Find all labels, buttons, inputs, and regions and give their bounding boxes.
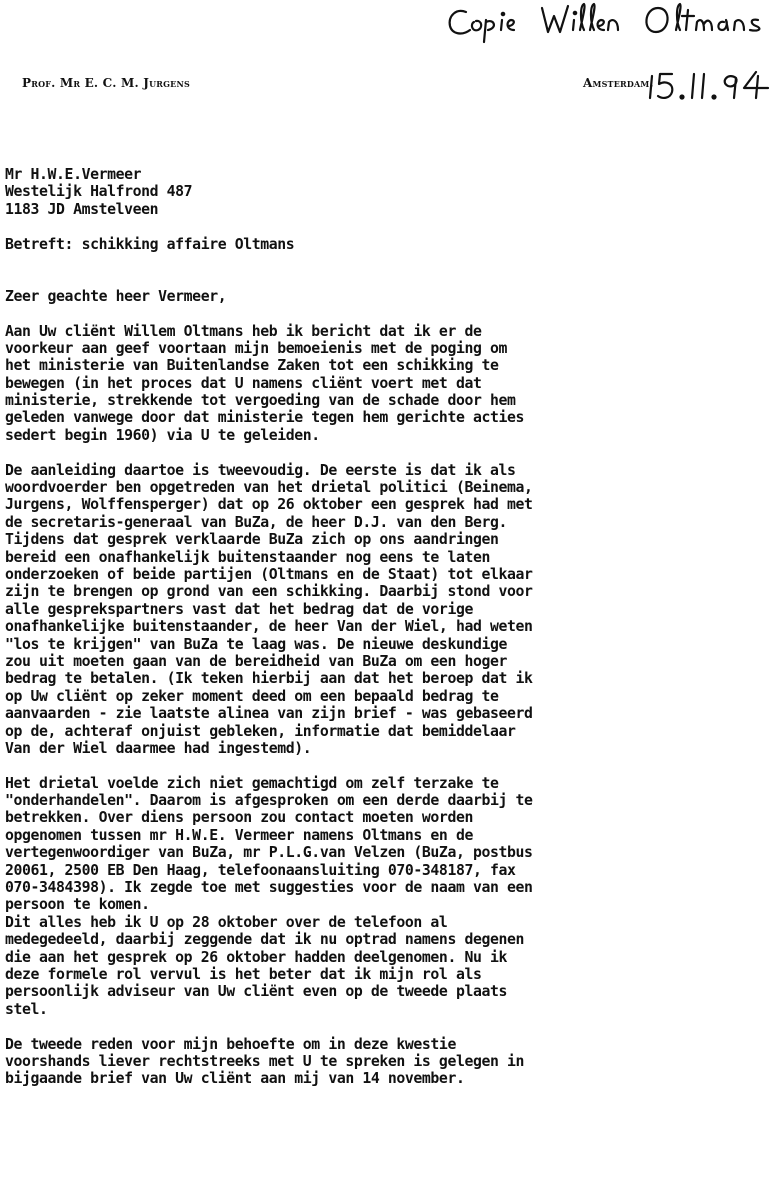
text-line: ministerie, strekkende tot vergoeding van de schade door hem: [5, 392, 516, 410]
text-line: op Uw cliënt op zeker moment deed om een bepaald bedrag te: [5, 687, 499, 705]
text-line: op de, achteraf onjuist gebleken, informatie dat bemiddelaar: [5, 722, 516, 740]
handwritten-date: [644, 68, 772, 102]
sender-name: Prof. Mr E. C. M. Jurgens: [22, 76, 190, 90]
text-line: deze formele rol vervul is het beter dat ik mijn rol als: [5, 965, 482, 983]
place-label: Amsterdam,: [583, 76, 654, 90]
subject-line: Betreft: schikking affaire Oltmans: [5, 235, 295, 253]
text-line: voorshands liever rechtstreeks met U te spreken is gelegen in: [5, 1052, 525, 1070]
text-line: De tweede reden voor mijn behoefte om in deze kwestie: [5, 1035, 456, 1053]
text-line: Aan Uw cliënt Willem Oltmans heb ik bericht dat ik er de: [5, 322, 482, 340]
paragraph-1: [5, 323, 773, 445]
text-line: vertegenwoordiger van BuZa, mr P.L.G.van Velzen (BuZa, postbus: [5, 844, 533, 862]
text-line: 070-3484398). Ik zegde toe met suggesties voor de naam van een: [5, 879, 533, 897]
text-line: De aanleiding daartoe is tweevoudig. De eerste is dat ik als: [5, 461, 516, 479]
text-line: onafhankelijke buitenstaander, de heer Van der Wiel, had weten: [5, 618, 533, 636]
letter-body: [5, 166, 773, 1088]
text-line: Tijdens dat gesprek verklaarde BuZa zich op ons aandringen: [5, 531, 499, 549]
text-line: die aan het gesprek op 26 oktober hadden deelgenomen. Nu ik: [5, 948, 508, 966]
text-line: geleden vanwege door dat ministerie tegen hem gerichte acties: [5, 409, 525, 427]
text-line: bewegen (in het proces dat U namens cliënt voert met dat: [5, 374, 482, 392]
text-line: zijn te brengen op grond van een schikking. Daarbij stond voor: [5, 583, 533, 601]
text-line: alle gesprekspartners vast dat het bedrag dat de vorige: [5, 600, 473, 618]
paragraph-3: [5, 775, 773, 1018]
text-line: betrekken. Over diens persoon zou contact moeten worden: [5, 809, 473, 827]
text-line: woordvoerder ben opgetreden van het drietal politici (Beinema,: [5, 479, 533, 497]
text-line: bereid een onafhankelijk buitenstaander nog eens te laten: [5, 548, 490, 566]
text-line: 20061, 2500 EB Den Haag, telefoonaansluiting 070-348187, fax: [5, 861, 516, 879]
addressee-name: Mr H.W.E.Vermeer: [5, 166, 142, 183]
salutation: Zeer geachte heer Vermeer,: [5, 287, 227, 305]
paragraph-4: [5, 1036, 773, 1088]
text-line: Het drietal voelde zich niet gemachtigd om zelf terzake te: [5, 774, 499, 792]
handwritten-copy-note: [446, 0, 777, 44]
text-line: bedrag te betalen. (Ik teken hierbij aan dat het beroep dat ik: [5, 670, 533, 688]
text-line: aanvaarden - zie laatste alinea van zijn brief - was gebaseerd: [5, 705, 533, 723]
text-line: persoonlijk adviseur van Uw cliënt even op de tweede plaats: [5, 983, 508, 1001]
text-line: sedert begin 1960) via U te geleiden.: [5, 426, 320, 444]
text-line: onderzoeken of beide partijen (Oltmans en de Staat) tot elkaar: [5, 565, 533, 583]
text-line: Dit alles heb ik U op 28 oktober over de telefoon al: [5, 913, 448, 931]
paragraph-2: [5, 462, 773, 758]
addressee-street: Westelijk Halfrond 487: [5, 183, 193, 201]
text-line: de secretaris-generaal van BuZa, de heer D.J. van den Berg.: [5, 513, 508, 531]
text-line: Van der Wiel daarmee had ingestemd).: [5, 739, 312, 757]
text-line: voorkeur aan geef voortaan mijn bemoeienis met de poging om: [5, 339, 508, 357]
text-line: medegedeeld, daarbij zeggende dat ik nu optrad namens degenen: [5, 931, 525, 949]
text-line: stel.: [5, 1000, 48, 1018]
text-line: "los te krijgen" van BuZa te laag was. De nieuwe deskundige: [5, 635, 508, 653]
text-line: bijgaande brief van Uw cliënt aan mij van 14 november.: [5, 1070, 465, 1088]
text-line: zou uit moeten gaan van de bereidheid van BuZa om een hoger: [5, 652, 508, 670]
text-line: "onderhandelen". Daarom is afgesproken om een derde daarbij te: [5, 792, 533, 810]
text-line: Jurgens, Wolffensperger) dat op 26 oktober een gesprek had met: [5, 496, 533, 514]
addressee-city: 1183 JD Amstelveen: [5, 200, 159, 218]
text-line: opgenomen tussen mr H.W.E. Vermeer namens Oltmans en de: [5, 826, 473, 844]
text-line: persoon te komen.: [5, 896, 150, 914]
text-line: het ministerie van Buitenlandse Zaken tot een schikking te: [5, 357, 499, 375]
